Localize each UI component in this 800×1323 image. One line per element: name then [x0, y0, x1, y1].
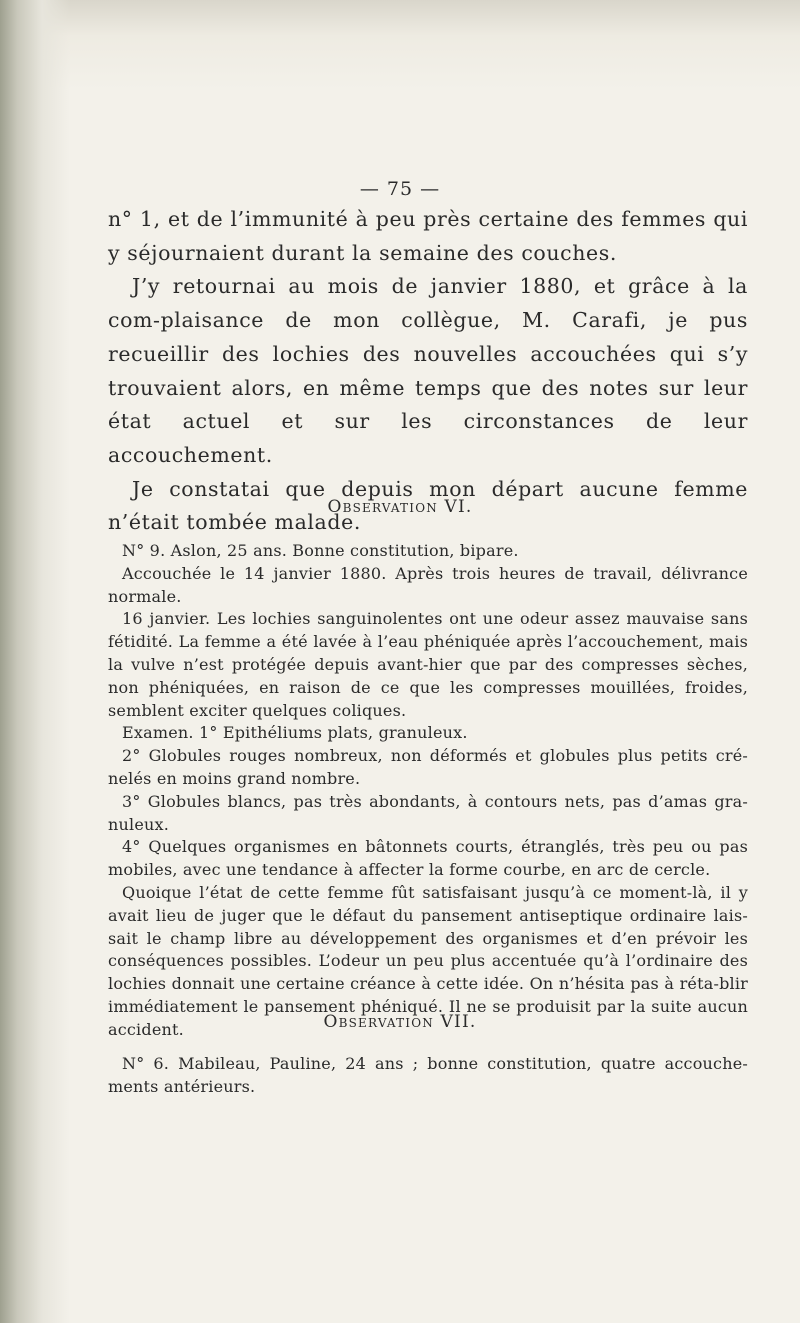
observation-text [108, 1053, 748, 1099]
paragraph: n° 1, et de l’immunité à peu près certaine des femmes qui y séjournaient durant la semaine des couches. [108, 207, 748, 265]
paragraph: Examen. 1° Epithéliums plats, granuleux. [122, 723, 468, 743]
observation-heading: Observation VII. [323, 1012, 477, 1032]
paragraph: Quoique l’état de cette femme fût satisfaisant jusqu’à ce moment-là, il y avait lieu de juger que le défaut du pansement antiseptique ordinaire lais-sait le champ libre au développement des organismes et d’en prévoir les conséquences possibles. L’odeur un peu plus accentuée qu’à l’ordinaire des lochies donnait une certaine créance à cette idée. On n’hésita pas à réta-blir immédiatement le pansement phéniqué. Il ne se produisit par la suite aucun accident. [108, 882, 748, 1039]
page-number: — 75 — [359, 178, 441, 200]
observation-text [108, 540, 748, 1042]
paragraph: Je constatai que depuis mon départ aucune femme n’était tombée malade. [108, 476, 748, 535]
paragraph: Accouchée le 14 janvier 1880. Après trois heures de travail, délivrance normale. [108, 563, 748, 606]
page-shadow-top [0, 0, 800, 90]
paragraph: N° 9. Aslon, 25 ans. Bonne constitution, bipare. [122, 541, 519, 560]
observation-heading: Observation VI. [327, 497, 473, 517]
paragraph: 16 janvier. Les lochies sanguinolentes ont une odeur assez mauvaise sans fétidité. La femme a été lavée à l’eau phéniquée après l’accouchement, mais la vulve n’est protégée depuis avant-hier que par des compresses sèches, non phéniquées, en raison de ce que les compresses mouillées, froides, semblent exciter quelques coliques. [108, 609, 748, 720]
paragraph: 2° Globules rouges nombreux, non déformés et globules plus petits cré-nelés en moins grand nombre. [108, 746, 748, 788]
paragraph: 3° Globules blancs, pas très abondants, à contours nets, pas d’amas gra-nuleux. [108, 791, 748, 834]
paragraph: 4° Quelques organismes en bâtonnets courts, étranglés, très peu ou pas mobiles, avec une tendance à affecter la forme courbe, en arc de cercle. [108, 837, 748, 880]
paragraph: N° 6. Mabileau, Pauline, 24 ans ; bonne constitution, quatre accouche-ments antérieurs. [108, 1054, 748, 1096]
intro-text [108, 203, 748, 540]
paragraph: J’y retournai au mois de janvier 1880, et grâce à la com-plaisance de mon collègue, M. Carafi, je pus recueillir des lochies des nouvelles accouchées qui s’y trouvaient alors, en même temps que des notes sur leur état actuel et sur les circonstances de leur accouchement. [108, 274, 748, 467]
